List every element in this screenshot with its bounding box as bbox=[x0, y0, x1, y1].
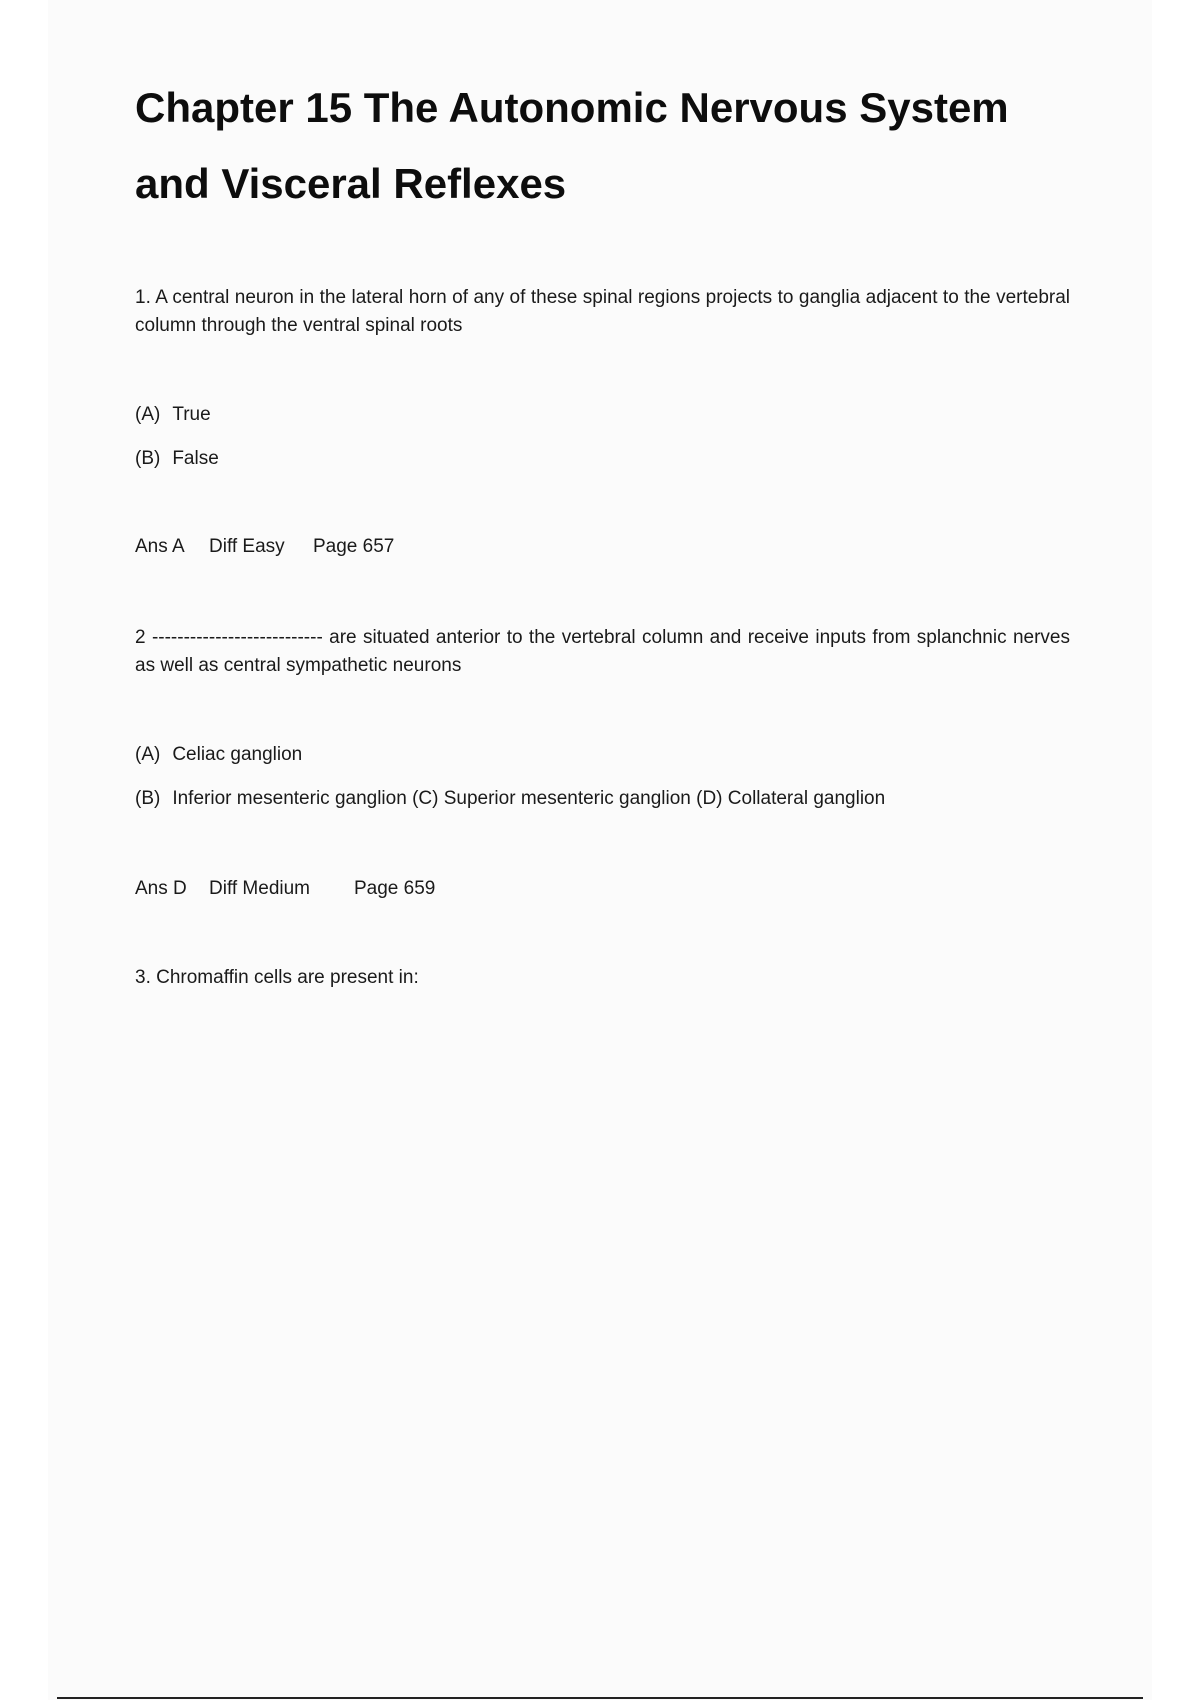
question-2-text: 2 --------------------------- are situated anterior to the vertebral column and receive inputs from splanchnic nerves as well as central sympathetic neurons bbox=[135, 627, 1070, 676]
question-1-option-a bbox=[135, 402, 1070, 428]
question-1-option-b bbox=[135, 446, 1070, 472]
option-letter: (A) bbox=[135, 744, 161, 765]
question-1-text: 1. A central neuron in the lateral horn of any of these spinal regions projects to ganglia adjacent to the vertebral column through the ventral spinal roots bbox=[135, 287, 1070, 336]
option-letter: (B) bbox=[135, 788, 161, 809]
document-body bbox=[135, 70, 1070, 992]
answer-key: Ans A bbox=[135, 536, 185, 557]
option-text: Celiac ganglion bbox=[172, 744, 303, 765]
option-letter: (A) bbox=[135, 404, 161, 425]
question-2-answer-line bbox=[135, 876, 1070, 902]
page-bottom-rule bbox=[57, 1697, 1143, 1699]
difficulty: Diff Easy bbox=[209, 536, 285, 557]
answer-key: Ans D bbox=[135, 878, 187, 899]
question-2-option-a bbox=[135, 742, 1070, 768]
page-reference: Page 657 bbox=[313, 536, 395, 557]
option-letter: (B) bbox=[135, 448, 161, 469]
question-3-text: 3. Chromaffin cells are present in: bbox=[135, 967, 419, 988]
option-text: False bbox=[172, 448, 219, 469]
question-2-option-b bbox=[135, 786, 1070, 812]
difficulty: Diff Medium bbox=[209, 878, 311, 899]
document-title: Chapter 15 The Autonomic Nervous System and Visceral Reflexes bbox=[135, 84, 1009, 207]
option-text: True bbox=[172, 404, 211, 425]
question-1-answer-line bbox=[135, 534, 1070, 560]
option-text: Inferior mesenteric ganglion (C) Superior mesenteric ganglion (D) Collateral ganglion bbox=[172, 788, 886, 809]
page-reference: Page 659 bbox=[354, 878, 436, 899]
